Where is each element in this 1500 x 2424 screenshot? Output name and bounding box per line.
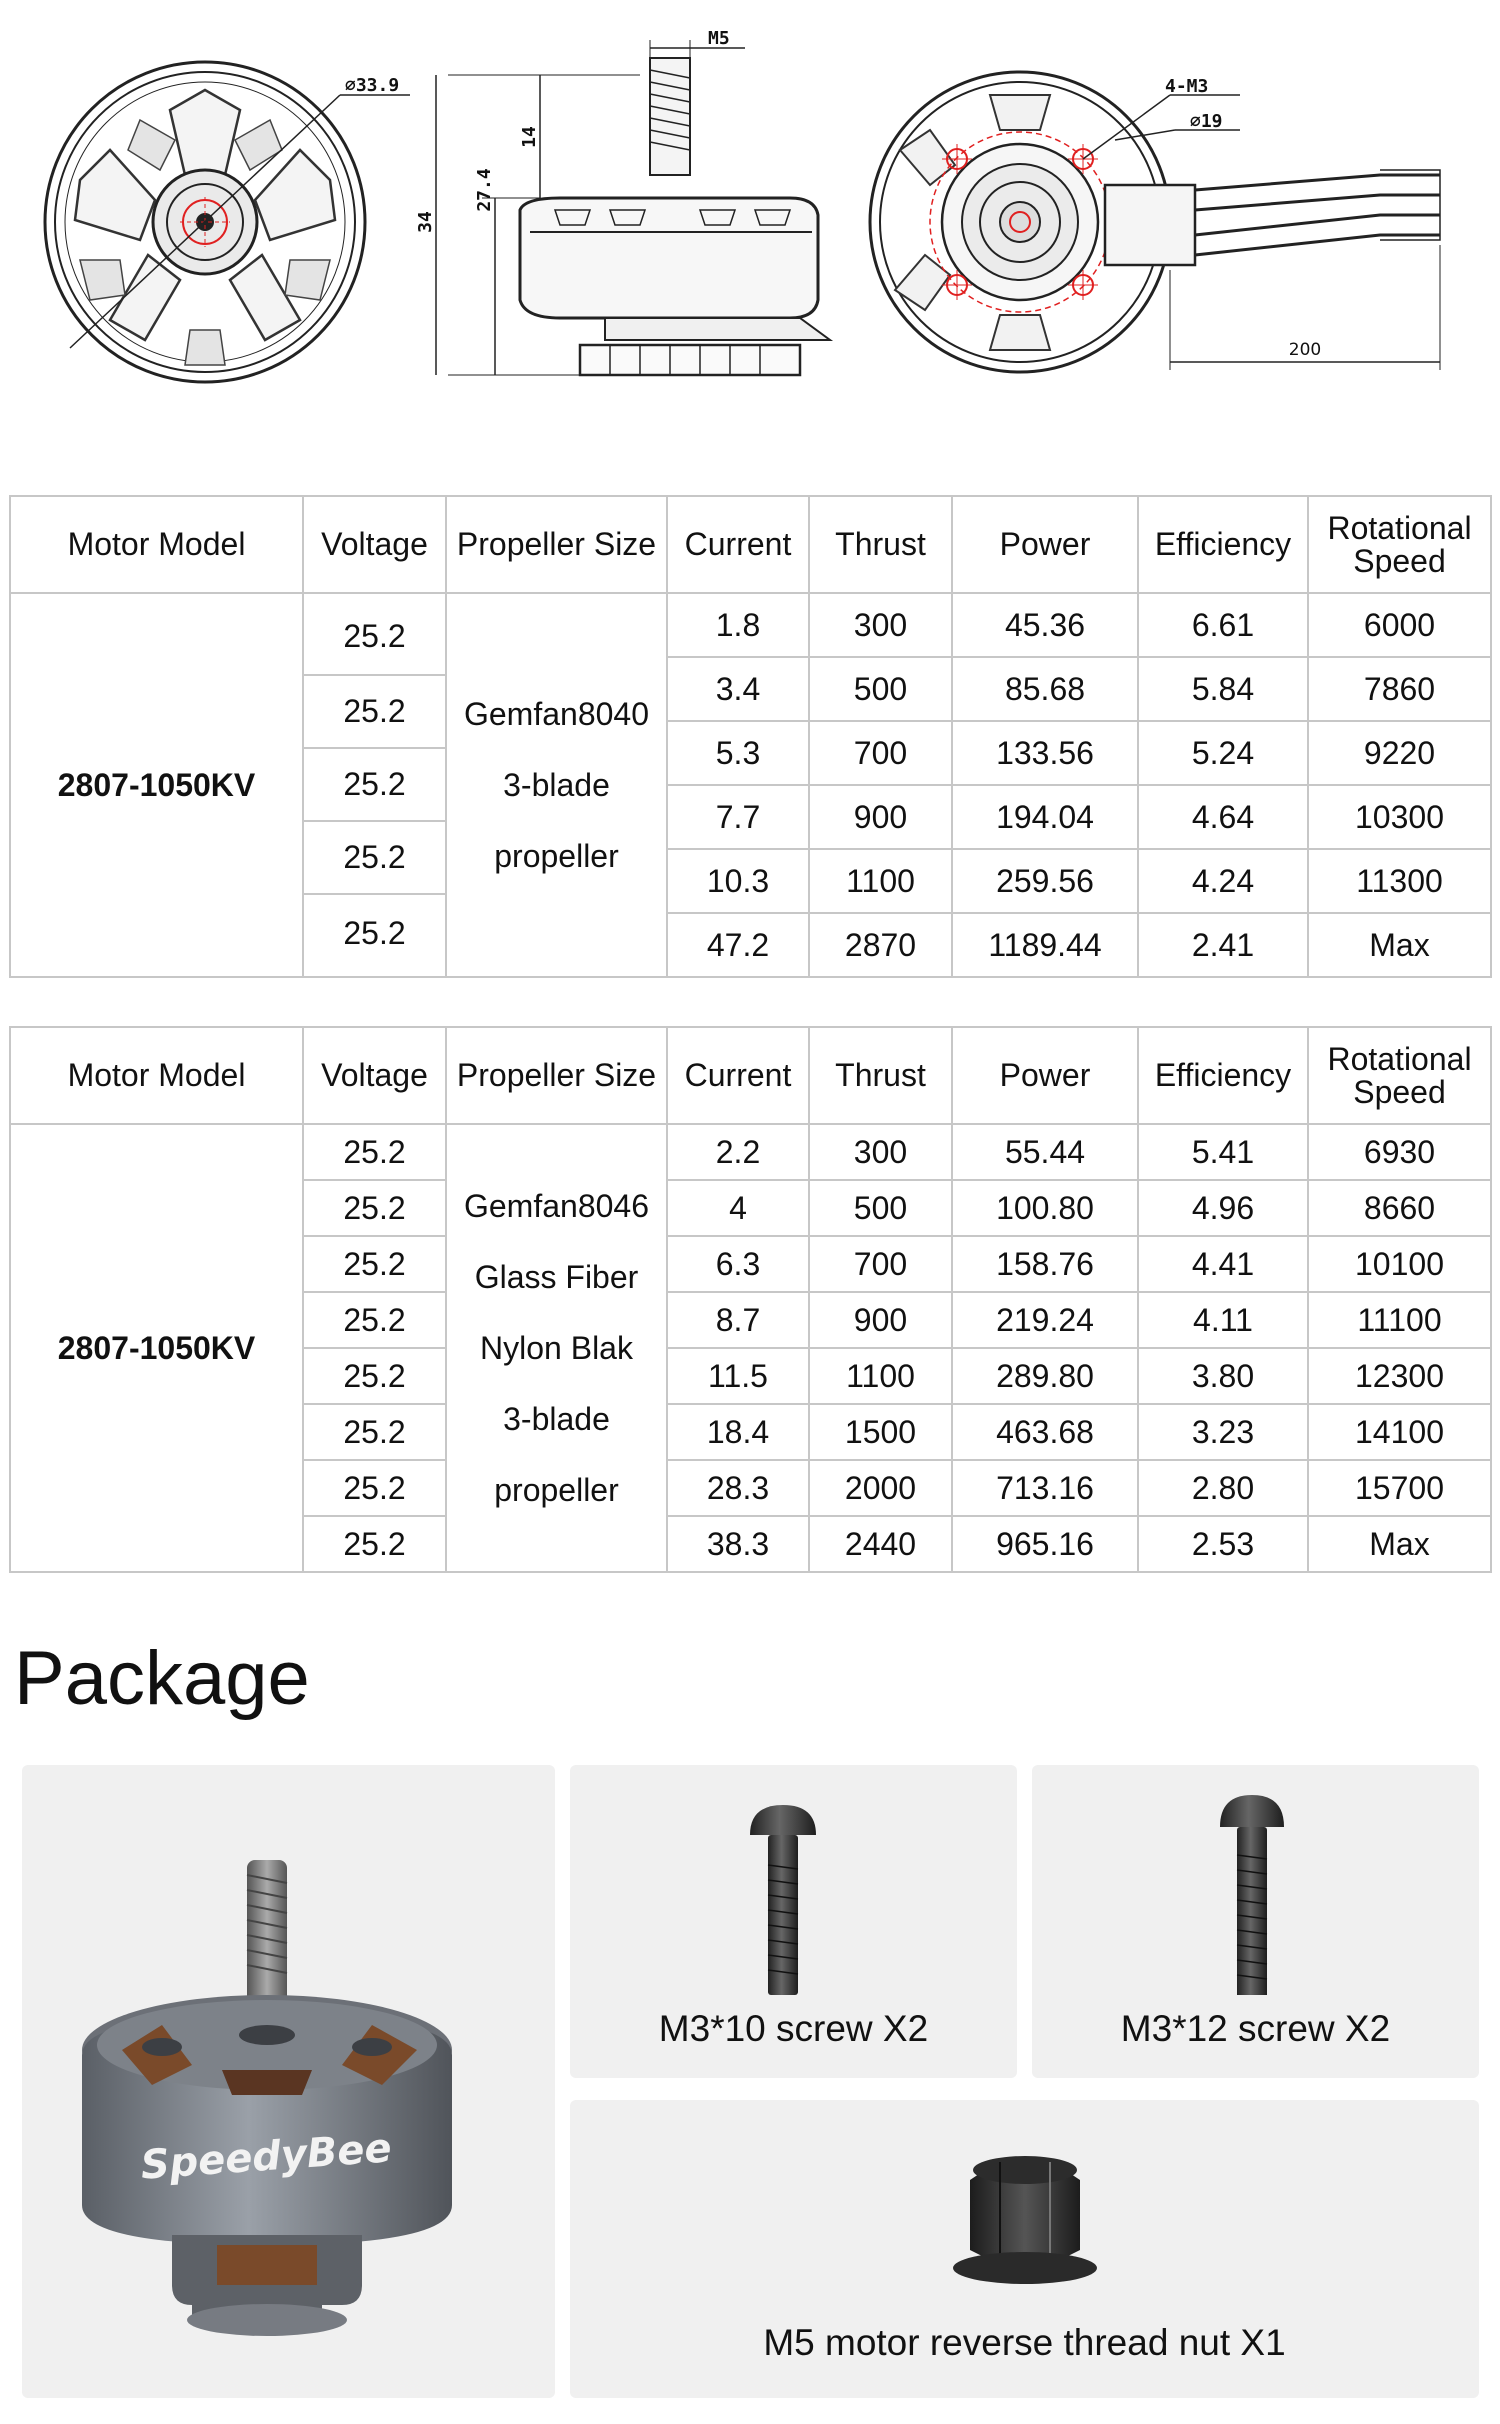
power-cell: 194.04 [952,785,1138,849]
thrust-cell: 700 [809,1236,952,1292]
package-card-screw-m3-12 [1032,1765,1479,2078]
speed-cell: 8660 [1308,1180,1491,1236]
current-cell: 18.4 [667,1404,809,1460]
height-body-label: 27.4 [474,168,495,212]
power-cell: 100.80 [952,1180,1138,1236]
propeller-line: Glass Fiber [474,1258,639,1295]
efficiency-cell: 4.24 [1138,849,1308,913]
voltage-cell: 25.2 [303,1124,446,1180]
thrust-cell: 500 [809,657,952,721]
propeller-line: Gemfan8046 [463,1187,649,1224]
current-cell: 10.3 [667,849,809,913]
voltage-cell: 25.2 [304,822,445,895]
efficiency-cell: 6.61 [1138,593,1308,657]
power-cell: 219.24 [952,1292,1138,1348]
propeller-line: 3-blade [503,766,610,803]
propeller-line: propeller [494,837,619,874]
speed-cell: 12300 [1308,1348,1491,1404]
front-view-drawing [45,62,410,382]
voltage-cell-group [303,593,446,977]
mount-circle-label: ⌀19 [1190,111,1223,132]
efficiency-cell: 2.53 [1138,1516,1308,1572]
motor-brand-label: SpeedyBee [139,2125,393,2189]
header-motor-model: Motor Model [10,496,303,593]
speed-cell: 11100 [1308,1292,1491,1348]
efficiency-cell: 4.64 [1138,785,1308,849]
package-card-motor [22,1765,555,2398]
thrust-cell: 2440 [809,1516,952,1572]
shaft-thread-label: M5 [708,28,730,49]
screw-image [570,1765,1017,1995]
speed-cell: Max [1308,1516,1491,1572]
header-thrust: Thrust [809,1027,952,1124]
header-speed-line2: Speed [1353,1073,1446,1110]
efficiency-cell: 2.41 [1138,913,1308,977]
current-cell: 28.3 [667,1460,809,1516]
current-cell: 6.3 [667,1236,809,1292]
current-cell: 5.3 [667,721,809,785]
propeller-line: 3-blade [503,1400,610,1437]
speed-cell: 7860 [1308,657,1491,721]
efficiency-cell: 4.96 [1138,1180,1308,1236]
speed-cell: 10300 [1308,785,1491,849]
package-card-screw-m3-10 [570,1765,1017,2078]
voltage-cell: 25.2 [303,1460,446,1516]
power-cell: 85.68 [952,657,1138,721]
power-cell: 133.56 [952,721,1138,785]
efficiency-cell: 4.41 [1138,1236,1308,1292]
speed-cell: 6930 [1308,1124,1491,1180]
speed-cell: 10100 [1308,1236,1491,1292]
motor-model-cell: 2807-1050KV [10,593,303,977]
table-header-row [10,496,1491,593]
motor-model-cell: 2807-1050KV [10,1124,303,1572]
thrust-cell: 700 [809,721,952,785]
speed-cell: 9220 [1308,721,1491,785]
header-efficiency: Efficiency [1138,1027,1308,1124]
nut-m5-caption: M5 motor reverse thread nut X1 [763,2322,1286,2363]
voltage-cell: 25.2 [303,1236,446,1292]
header-speed-line1: Rotational [1327,509,1472,546]
header-speed-line2: Speed [1353,542,1446,579]
voltage-cell: 25.2 [304,599,445,676]
table-row [10,593,1491,657]
header-power: Power [952,496,1138,593]
header-voltage: Voltage [303,496,446,593]
motor-drawings-svg [0,0,1500,440]
package-card-nut [570,2100,1479,2398]
header-voltage: Voltage [303,1027,446,1124]
lead-length-label: 200 [1288,340,1322,360]
power-cell: 713.16 [952,1460,1138,1516]
propeller-cell [446,593,667,977]
thrust-cell: 900 [809,785,952,849]
package-title: Package [14,1636,310,1721]
spec-table-8040 [9,495,1492,978]
header-propeller-size: Propeller Size [446,1027,667,1124]
efficiency-cell: 5.24 [1138,721,1308,785]
efficiency-cell: 3.80 [1138,1348,1308,1404]
voltage-cell: 25.2 [303,1404,446,1460]
voltage-cell: 25.2 [304,676,445,749]
header-rotational-speed [1308,496,1491,593]
efficiency-cell: 5.84 [1138,657,1308,721]
propeller-line: Gemfan8040 [463,695,649,732]
screw-m3-10-caption: M3*10 screw X2 [658,2008,929,2049]
height-shaft-label: 14 [519,126,540,148]
thrust-cell: 1500 [809,1404,952,1460]
current-cell: 2.2 [667,1124,809,1180]
voltage-cell: 25.2 [304,749,445,822]
rear-view-drawing [870,72,1440,372]
thrust-cell: 2870 [809,913,952,977]
power-cell: 965.16 [952,1516,1138,1572]
thrust-cell: 500 [809,1180,952,1236]
voltage-cell: 25.2 [343,915,406,951]
header-efficiency: Efficiency [1138,496,1308,593]
efficiency-cell: 2.80 [1138,1460,1308,1516]
header-power: Power [952,1027,1138,1124]
thrust-cell: 1100 [809,1348,952,1404]
motor-image [22,1765,555,2398]
speed-cell: Max [1308,913,1491,977]
height-total-label: 34 [415,211,436,233]
efficiency-cell: 3.23 [1138,1404,1308,1460]
mount-holes-label: 4-M3 [1165,76,1209,97]
nut-image [570,2100,1479,2300]
power-cell: 1189.44 [952,913,1138,977]
speed-cell: 11300 [1308,849,1491,913]
header-current: Current [667,1027,809,1124]
thrust-cell: 300 [809,593,952,657]
power-cell: 55.44 [952,1124,1138,1180]
screw-m3-12-caption: M3*12 screw X2 [1120,2008,1391,2049]
voltage-cell: 25.2 [303,1348,446,1404]
table-header-row [10,1027,1491,1124]
technical-drawings [0,0,1500,440]
thrust-cell: 900 [809,1292,952,1348]
header-propeller-size: Propeller Size [446,496,667,593]
voltage-cell: 25.2 [303,1292,446,1348]
header-thrust: Thrust [809,496,952,593]
front-diameter-label: ⌀33.9 [345,75,400,96]
header-motor-model: Motor Model [10,1027,303,1124]
header-current: Current [667,496,809,593]
speed-cell: 6000 [1308,593,1491,657]
propeller-line: Nylon Blak [480,1329,633,1366]
power-cell: 45.36 [952,593,1138,657]
current-cell: 8.7 [667,1292,809,1348]
current-cell: 47.2 [667,913,809,977]
efficiency-cell: 5.41 [1138,1124,1308,1180]
power-cell: 259.56 [952,849,1138,913]
thrust-cell: 300 [809,1124,952,1180]
voltage-cell: 25.2 [303,1516,446,1572]
current-cell: 38.3 [667,1516,809,1572]
propeller-cell [446,1124,667,1572]
header-speed-line1: Rotational [1327,1040,1472,1077]
power-cell: 463.68 [952,1404,1138,1460]
thrust-cell: 2000 [809,1460,952,1516]
power-cell: 158.76 [952,1236,1138,1292]
spec-table-8046 [9,1026,1492,1573]
voltage-cell: 25.2 [303,1180,446,1236]
header-rotational-speed [1308,1027,1491,1124]
current-cell: 3.4 [667,657,809,721]
screw-image [1032,1765,1479,1995]
current-cell: 11.5 [667,1348,809,1404]
efficiency-cell: 4.11 [1138,1292,1308,1348]
current-cell: 7.7 [667,785,809,849]
table-row [10,1124,1491,1180]
current-cell: 1.8 [667,593,809,657]
speed-cell: 15700 [1308,1460,1491,1516]
speed-cell: 14100 [1308,1404,1491,1460]
power-cell: 289.80 [952,1348,1138,1404]
thrust-cell: 1100 [809,849,952,913]
propeller-line: propeller [494,1471,619,1508]
side-view-drawing [436,40,830,375]
current-cell: 4 [667,1180,809,1236]
